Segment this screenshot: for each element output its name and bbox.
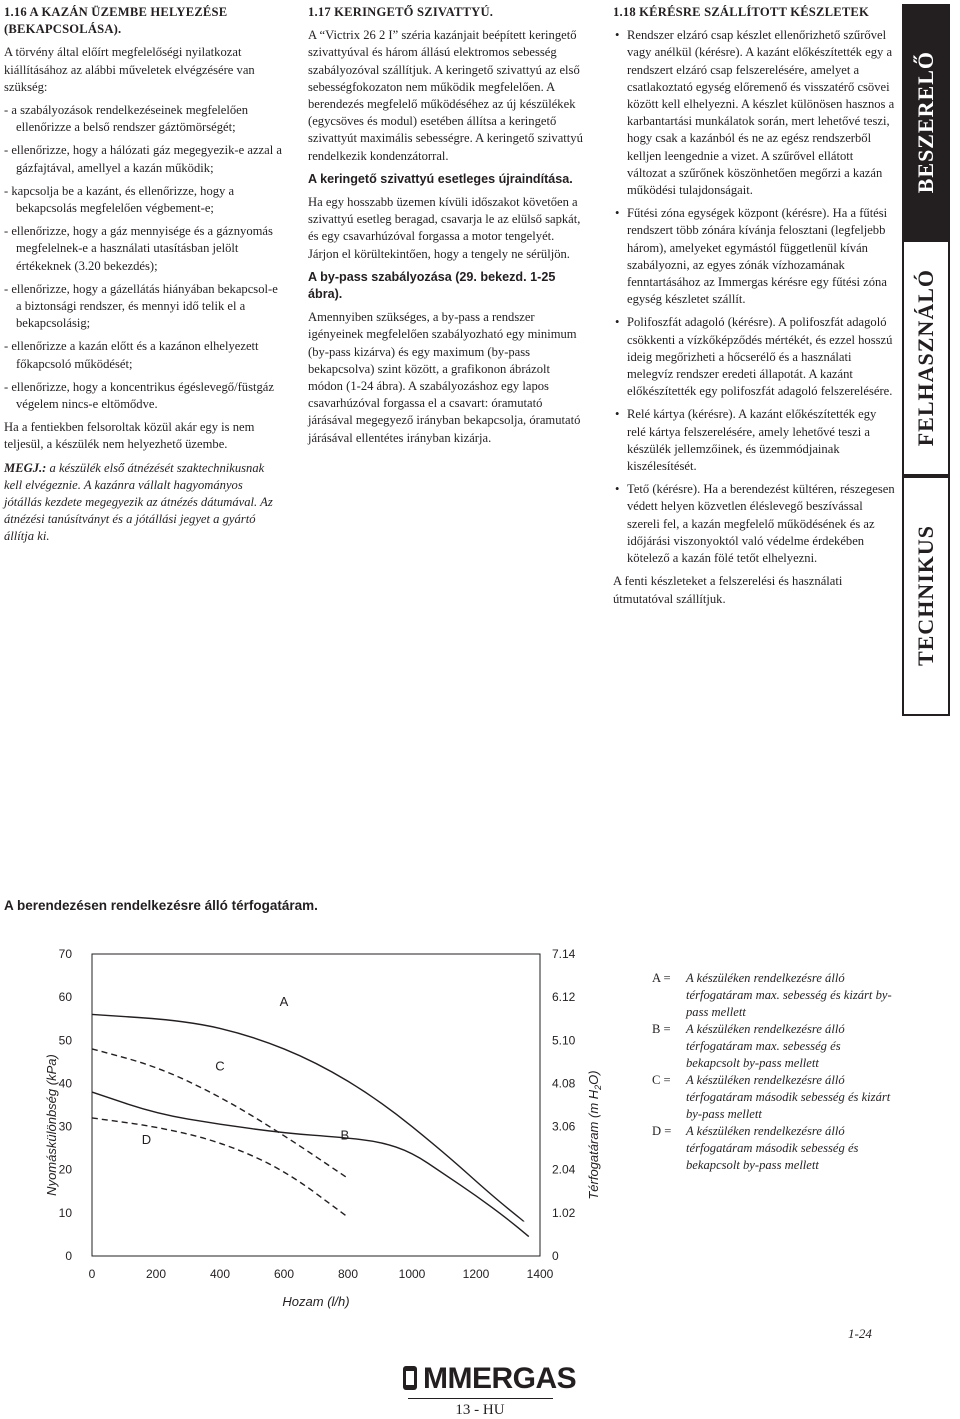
flow-chart bbox=[0, 930, 640, 1370]
series-a-label: A bbox=[279, 993, 289, 1009]
checklist bbox=[4, 102, 282, 413]
series-c-label: C bbox=[215, 1058, 225, 1074]
y2-tick-label: 1.02 bbox=[552, 1205, 576, 1220]
intro-text: A törvény által előírt megfelelőségi nyilatkozat kiállításához az alábbi műveletek elvégzésére van szükség: bbox=[4, 45, 255, 94]
kit-item: • Tető (kérésre). Ha a berendezést kültéren, részegesen védett helyen közvetlen éléslevegő beszívással szereli fel, a kazán megfelelő működésének és az időjárási viszonyoktól való védelme érdekében kötelező a kazán fölé tetőt elhelyezni. bbox=[627, 481, 895, 567]
checklist-item: - ellenőrizze, hogy a gázellátás hiányában bekapcsol-e a biztonsági rendszer, és mennyi idő telik el a bekapcsolásig; bbox=[4, 281, 278, 331]
legend-key: A = bbox=[652, 971, 671, 985]
x-tick-label: 1400 bbox=[526, 1267, 554, 1281]
legend-text: A készüléken rendelkezésre álló térfogatáram második sebesség és kizárt by-pass mellett bbox=[686, 1073, 891, 1121]
kit-item: • Relé kártya (kérésre). A kazánt előkészítették egy relé kártya felszerelésére, amely lehetővé teszi a készülék jellemzőinek, és üzemmódjainak kiszélesítését. bbox=[627, 406, 895, 475]
x-axis-label: Hozam (l/h) bbox=[282, 1294, 350, 1309]
column-installation bbox=[4, 4, 282, 552]
series-d-label: D bbox=[141, 1131, 152, 1147]
x-tick-label: 600 bbox=[273, 1267, 295, 1281]
kit-list bbox=[613, 27, 895, 567]
closing-text: Ha a fentiekben felsoroltak közül akár egy is nem teljesül, a készülék nem helyezhető üzembe. bbox=[4, 420, 255, 452]
legend-key: B = bbox=[652, 1022, 671, 1036]
legend-entry bbox=[652, 1123, 892, 1174]
column-pump bbox=[308, 4, 588, 453]
y2-axis-label: Térfogatáram (m $H_2O$) bbox=[586, 1070, 603, 1200]
tab-installer-label: BESZERELŐ bbox=[913, 50, 938, 194]
legend-entry bbox=[652, 970, 892, 1021]
immergas-logo bbox=[403, 1362, 576, 1396]
chart-title: A berendezésen rendelkezésre álló térfogatáram. bbox=[4, 898, 318, 913]
legend-text: A készüléken rendelkezésre álló térfogatáram második sebesség és bekapcsolt by-pass mellett bbox=[686, 1124, 859, 1172]
y2-tick-label: 2.04 bbox=[552, 1162, 576, 1177]
y2-tick-label: 5.10 bbox=[552, 1033, 576, 1048]
heading-pump: 1.17 KERINGETŐ SZIVATTYÚ. bbox=[308, 5, 494, 19]
chart-legend bbox=[652, 970, 892, 1174]
legend-text: A készüléken rendelkezésre álló térfogatáram max. sebesség és bekapcsolt by-pass mellett bbox=[686, 1022, 845, 1070]
checklist-item: - ellenőrizze a kazán előtt és a kazánon elhelyezett főkapcsoló működését; bbox=[4, 339, 259, 371]
checklist-item: - kapcsolja be a kazánt, és ellenőrizze, hogy a bekapcsolás megfelelően végbement-e; bbox=[4, 183, 235, 216]
x-tick-label: 800 bbox=[337, 1267, 359, 1281]
plot-frame bbox=[92, 954, 540, 1256]
heading-installation: 1.16 A KAZÁN ÜZEMBE HELYEZÉSE (BEKAPCSOLÁSA). bbox=[4, 5, 228, 37]
y2-tick-label: 7.14 bbox=[552, 947, 576, 961]
series-a-line bbox=[92, 1014, 524, 1221]
kit-item: • Rendszer elzáró csap készlet ellenőrizhető szűrővel vagy anélkül (kérésre). A kazánt előkészítették egy a rendszert elzáró csap felszerelésére, amelyet a csatlakoztató egység előremenő és visszatérő csövei között kell elhelyezni. A készlet különösen hasznos a karbantartási munkálatok során, mert lehetővé teszi, hogy csak a kazánból és ne az egész rendszerből kelljen leengednie a vizet. A szűrővel ellátott változat a szűrőnek köszönhetően megőrzi a kazán működési tulajdonságait. bbox=[627, 27, 895, 199]
y-tick-label: 40 bbox=[58, 1076, 72, 1091]
kit-item: • Polifoszfát adagoló (kérésre). A polifoszfát adagoló csökkenti a vízkőképződés mértékét, és ezzel hosszú ideig megőrizheti a hőcserélő és a használati melegvíz rendszer eredeti állapotát. A kazánt előkészítették egy polifoszfát adagoló felszerelésére. bbox=[627, 314, 895, 400]
y-tick-label: 70 bbox=[58, 947, 72, 961]
subheading-bypass: A by-pass szabályozása (29. bekezd. 1-25 ábra). bbox=[308, 269, 556, 302]
page-divider bbox=[408, 1398, 553, 1399]
y2-tick-label: 3.06 bbox=[552, 1119, 576, 1134]
note bbox=[4, 460, 282, 546]
y2-tick-label: 6.12 bbox=[552, 990, 576, 1005]
legend-entry bbox=[652, 1021, 892, 1072]
column-kits bbox=[613, 4, 895, 614]
y-tick-label: 10 bbox=[58, 1205, 72, 1220]
subheading-restart: A keringető szivattyú esetleges újraindítása. bbox=[308, 171, 573, 186]
legend-entry bbox=[652, 1072, 892, 1123]
pump-text-2: Ha egy hosszabb üzemen kívüli időszakot követően a szivattyú esetleg beragad, csavarja le az elülső sapkát, és egy csavarhúzóval forgassa a motor tengelyét. Járjon el körültekintően, hogy a tengely ne sérüljön. bbox=[308, 195, 581, 261]
series-b-line bbox=[92, 1092, 529, 1237]
checklist-item: - a szabályozások rendelkezéseinek megfelelően ellenőrizze a belső rendszer gáztömörségét; bbox=[4, 103, 249, 135]
x-tick-label: 0 bbox=[88, 1267, 96, 1281]
page-number: 13 - HU bbox=[455, 1402, 505, 1418]
note-text: a készülék első átnézését szaktechnikusnak kell elvégeznie. A kazánra vállalt hagyományos jótállás kezdete megegyezik az átnézés dátumával. Az átnézési tanúsítványt és a jótállási jegyet a gyártó állítja ki. bbox=[4, 460, 273, 544]
y2-tick-label: 4.08 bbox=[552, 1076, 576, 1091]
x-tick-label: 400 bbox=[209, 1267, 231, 1281]
series-b-label: B bbox=[340, 1127, 350, 1143]
x-tick-label: 1200 bbox=[462, 1267, 490, 1281]
pump-text-3: Amennyiben szükséges, a by-pass a rendszer igényeinek megfelelően szabályozható egy minimum (by-pass kizárva) és egy maximum (by-pass bekapcsolva) szint között, a grafikonon ábrázolt módon (1-24 ábra). A szabályozáshoz egy lapos csavarhúzóval forgassa el a csavart: óramutató járásával megegyező irányban bekapcsolja, óramutató járásával ellentétes irányban kizárja. bbox=[308, 310, 581, 445]
y2-tick-label: 0 bbox=[552, 1249, 559, 1263]
tab-user bbox=[902, 240, 950, 476]
legend-key: D = bbox=[652, 1124, 672, 1138]
kits-closing: A fenti készleteket a felszerelési és használati útmutatóval szállítjuk. bbox=[613, 574, 843, 606]
tab-technician-label: TECHNIKUS bbox=[913, 525, 938, 667]
x-tick-label: 200 bbox=[145, 1267, 167, 1281]
y-tick-label: 0 bbox=[65, 1249, 72, 1263]
y-axis-label: Nyomáskülönbség (kPa) bbox=[44, 1054, 59, 1196]
legend-key: C = bbox=[652, 1073, 671, 1087]
y-tick-label: 20 bbox=[58, 1162, 72, 1177]
tab-user-label: FELHASZNÁLÓ bbox=[913, 269, 938, 447]
kit-item: • Fűtési zóna egységek központ (kérésre). Ha a fűtési rendszert több zónára kívánja felosztani (legfeljebb három), amelyeket egymástól függetlenül kíván szabályozni, az egyes zónák vízhozamának fenntartásához az Immergas kérésre egy fűtési zóna egység készletet szállít. bbox=[627, 205, 895, 308]
y-tick-label: 60 bbox=[58, 990, 72, 1005]
logo-text: MMERGAS bbox=[423, 1362, 577, 1395]
figure-number: 1-24 bbox=[848, 1326, 872, 1341]
pump-text-1: A “Victrix 26 2 I” széria kazánjait beépített keringető szivattyúval és három állású elektromos sebesség szabályozóval szállítjuk. A keringető szivattyú az első sebességfokozaton nem működik megfelelően. A berendezés megfelelő működéséhez az új készülékek (egycsöves és modul) esetében állítsa a keringető szivattyút maximális sebességre. A keringető szivattyú rendelkezik kondenzátorral. bbox=[308, 28, 583, 163]
checklist-item: - ellenőrizze, hogy a gáz mennyisége és a gáznyomás megfelelnek-e a használati utasításban jelölt értékeknek (3.20 bekezdés); bbox=[4, 224, 273, 273]
checklist-item: - ellenőrizze, hogy a koncentrikus égéslevegő/füstgáz végelem nincs-e eltömődve. bbox=[4, 379, 274, 412]
y-tick-label: 30 bbox=[58, 1119, 72, 1134]
heading-kits: 1.18 KÉRÉSRE SZÁLLÍTOTT KÉSZLETEK bbox=[613, 5, 870, 19]
x-tick-label: 1000 bbox=[398, 1267, 426, 1281]
series-d-line bbox=[92, 1118, 348, 1217]
logo-mark-icon bbox=[403, 1366, 417, 1390]
tab-installer bbox=[902, 4, 950, 240]
tab-technician bbox=[902, 476, 950, 716]
legend-text: A készüléken rendelkezésre álló térfogatáram max. sebesség és kizárt by-pass mellett bbox=[686, 971, 892, 1019]
y-tick-label: 50 bbox=[58, 1033, 72, 1048]
checklist-item: - ellenőrizze, hogy a hálózati gáz megegyezik-e azzal a gázfajtával, amellyel a kazán működik; bbox=[4, 143, 282, 175]
note-label: MEGJ.: bbox=[4, 460, 47, 475]
